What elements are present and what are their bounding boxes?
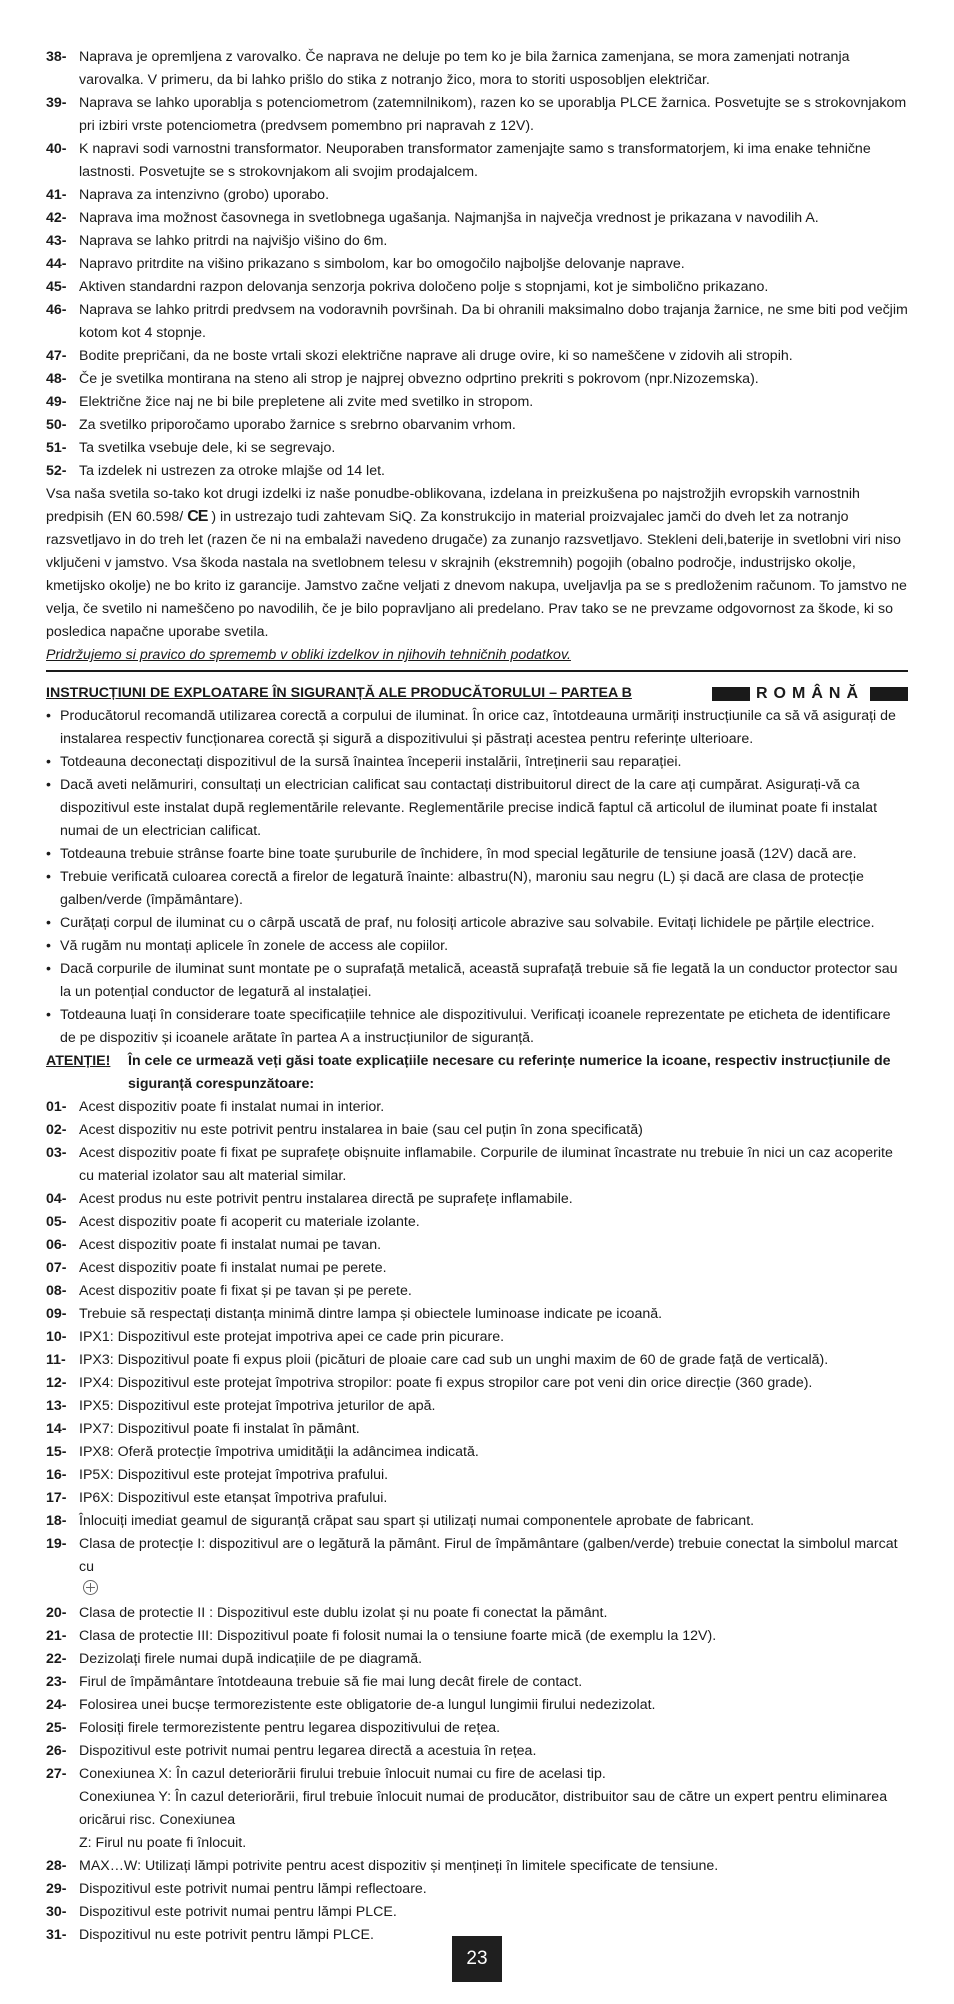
list-item — [46, 46, 908, 92]
item-text-content: Če je svetilka montirana na steno ali strop je najprej obvezno odprtino prekriti s pokrovom (npr.Nizozemska). — [79, 371, 759, 387]
attention-label: ATENȚIE! — [46, 1053, 111, 1069]
item-number: 30- — [46, 1904, 67, 1920]
item-text-content: Naprava se lahko pritrdi na najvišjo višino do 6m. — [79, 233, 388, 249]
earth-ground-icon — [83, 1580, 98, 1595]
item-number: 27- — [46, 1766, 67, 1782]
item-text — [79, 1694, 908, 1717]
item-text — [79, 1671, 908, 1694]
item-number: 07- — [46, 1260, 67, 1276]
item-number: 26- — [46, 1743, 67, 1759]
item-text — [79, 1395, 908, 1418]
item-text — [79, 1487, 908, 1510]
list-item — [46, 1648, 908, 1671]
list-item — [46, 391, 908, 414]
item-number: 03- — [46, 1145, 67, 1161]
romanian-numbered-list — [46, 1096, 908, 1786]
item-text — [79, 1257, 908, 1280]
item-number: 44- — [46, 256, 67, 272]
item-text-content: Za svetilko priporočamo uporabo žarnice s srebrno obarvanim vrhom. — [79, 417, 516, 433]
list-item — [46, 1326, 908, 1349]
item-number: 50- — [46, 417, 67, 433]
item-text-content: Clasa de protecție I: dispozitivul are o legătură la pământ. Firul de împământare (galben/verde) trebuie conectat la simbolul marcat cu — [79, 1536, 898, 1575]
language-bar-left — [712, 687, 750, 701]
item-text-content: Clasa de protectie II : Dispozitivul este dublu izolat și nu poate fi conectat la pământ. — [79, 1605, 608, 1621]
list-item — [46, 1096, 908, 1119]
list-item — [46, 1533, 908, 1602]
list-item — [46, 1694, 908, 1717]
warranty-text-part-2: ) in ustrezajo tudi zahtevam SiQ. Za konstrukcijo in material proizvajalec jamči do dveh let za notranjo razsvetljavo in do treh let (razen če ni na embalaži navedeno drugače) za zunanjo razsvetljavo. Stekleni deli,baterije in svetlobni viri niso vključeni v jamstvo. Vsa škoda nastala na svetlobnem telesu v skrajnih (ekstremnih) pogojih (obalno področje, industrijsko okolje, kmetijsko okolje) ne bo krito iz garancije. Jamstvo začne veljati z dnevom nakupa, uveljavlja pa se s predloženim računom. To jamstvo ne velja, če svetilo ni nameščeno po navodilih, če je bilo popravljano ali predelano. Prav tako se ne prevzame odgovornost za škode, ki so posledica napačne uporabe svetila. — [46, 509, 907, 640]
item-text — [79, 207, 908, 230]
item-text-content: Acest dispozitiv poate fi instalat numai in interior. — [79, 1099, 385, 1115]
item-number: 42- — [46, 210, 67, 226]
item-text-content: Folosiți firele termorezistente pentru legarea dispozitivului de rețea. — [79, 1720, 501, 1736]
item-number: 15- — [46, 1444, 67, 1460]
item-number: 11- — [46, 1352, 66, 1368]
language-label — [712, 682, 908, 705]
item-text — [79, 1119, 908, 1142]
bullet-text: Totdeauna deconectați dispozitivul de la sursă înaintea începerii instalării, întreținerii sau reparației. — [60, 754, 682, 770]
bullet-text: Trebuie verificată culoarea corectă a firelor de legatură înainte: albastru(N), maroniu sau negru (L) și dacă are clasa de protecție galben/verde (împământare). — [60, 869, 864, 908]
item-text — [79, 414, 908, 437]
list-item — [46, 1303, 908, 1326]
item-text-content: Naprava se lahko uporablja s potenciometrom (zatemnilnikom), razen ko se uporablja PLCE žarnica. Posvetujte se s strokovnjakom pri izbiri vrste potenciometra (predvsem pomembno pri napravah z 12V). — [79, 95, 907, 134]
list-item — [46, 1188, 908, 1211]
item-text-content: Acest dispozitiv poate fi instalat numai pe tavan. — [79, 1237, 382, 1253]
item-text-content: Acest produs nu este potrivit pentru instalarea directă pe suprafețe inflamabile. — [79, 1191, 573, 1207]
attention-text: În cele ce urmează veți găsi toate explicațiile necesare cu referințe numerice la icoane, respectiv instrucțiunile de siguranță corespunzătoare: — [128, 1053, 891, 1092]
item-text-content: Ta izdelek ni ustrezen za otroke mlajše od 14 let. — [79, 463, 385, 479]
item-text-content: Naprava za intenzivno (grobo) uporabo. — [79, 187, 330, 203]
item-text-content: Acest dispozitiv poate fi fixat și pe tavan și pe perete. — [79, 1283, 412, 1299]
list-item — [46, 1717, 908, 1740]
language-bar-right — [870, 687, 908, 701]
item-number: 05- — [46, 1214, 67, 1230]
item-text-content: IPX5: Dispozitivul este protejat împotriva jeturilor de apă. — [79, 1398, 436, 1414]
bullet-text: Vă rugăm nu montați aplicele în zonele de access ale copiilor. — [60, 938, 449, 954]
item-text — [79, 1211, 908, 1234]
item-text-content: Napravo pritrdite na višino prikazano s simbolom, kar bo omogočilo najboljše delovanje naprave. — [79, 256, 685, 272]
item-text — [79, 1464, 908, 1487]
item-number: 25- — [46, 1720, 67, 1736]
rights-disclaimer: Pridržujemo si pravico do sprememb v obliki izdelkov in njihovih tehničnih podatkov. — [46, 647, 571, 663]
item-text — [79, 92, 908, 138]
item-number: 49- — [46, 394, 67, 410]
item-text — [79, 437, 908, 460]
item-text — [79, 345, 908, 368]
list-item — [46, 1671, 908, 1694]
list-item — [46, 230, 908, 253]
item-text — [79, 368, 908, 391]
list-item — [46, 1349, 908, 1372]
item-text — [79, 138, 908, 184]
bullet-text: Totdeauna trebuie strânse foarte bine toate șuruburile de închidere, în mod special legăturile de tensiune joasă (12V) dacă are. — [60, 846, 857, 862]
bullet-dot-icon: • — [46, 869, 51, 885]
list-item — [46, 1372, 908, 1395]
item-number: 17- — [46, 1490, 67, 1506]
list-item — [46, 1763, 908, 1786]
item-number: 09- — [46, 1306, 67, 1322]
item-number: 38- — [46, 49, 67, 65]
item-number: 39- — [46, 95, 67, 111]
list-item — [46, 207, 908, 230]
ce-mark-icon: CE — [187, 508, 208, 525]
item-text-content: Acest dispozitiv poate fi fixat pe suprafețe obișnuite inflamabile. Corpurile de iluminat încastrate nu trebuie în nici un caz acoperite cu material izolator sau alt material similar. — [79, 1145, 893, 1184]
item-number: 12- — [46, 1375, 67, 1391]
list-item — [46, 1119, 908, 1142]
list-item — [46, 1257, 908, 1280]
item-text — [79, 1349, 908, 1372]
item-number: 48- — [46, 371, 67, 387]
item-text — [79, 1717, 908, 1740]
item-text — [79, 1763, 908, 1786]
warranty-paragraph — [46, 483, 908, 644]
item-text-content: Acest dispozitiv poate fi acoperit cu materiale izolante. — [79, 1214, 420, 1230]
list-item — [46, 92, 908, 138]
item-number: 21- — [46, 1628, 67, 1644]
list-item — [46, 460, 908, 483]
item-text-content: IPX4: Dispozitivul este protejat împotriva stropilor: poate fi expus stropilor care pot veni din orice direcție (360 grade). — [79, 1375, 813, 1391]
list-item — [46, 437, 908, 460]
bullet-text: Producătorul recomandă utilizarea corectă a corpului de iluminat. În orice caz, întotdeauna urmăriți instrucțiunile ca să vă asigurați de instalarea respectiv funcționarea corectă și sigură a dispozitivului și păstrați acestea pentru referințe ulterioare. — [60, 708, 896, 747]
slovenian-numbered-list — [46, 46, 908, 483]
list-item — [46, 1855, 908, 1878]
list-item — [46, 1464, 908, 1487]
item-number: 19- — [46, 1536, 67, 1552]
item-number: 51- — [46, 440, 67, 456]
bullet-dot-icon: • — [46, 915, 51, 931]
item-text-content: MAX…W: Utilizați lămpi potrivite pentru acest dispozitiv și mențineți în limitele specificate de tensiune. — [79, 1858, 719, 1874]
item-text — [79, 1510, 908, 1533]
item-27-connection-z: Z: Firul nu poate fi înlocuit. — [79, 1835, 247, 1851]
item-text — [79, 1441, 908, 1464]
list-item — [46, 1395, 908, 1418]
item-number: 22- — [46, 1651, 67, 1667]
item-number: 40- — [46, 141, 67, 157]
list-item — [46, 1625, 908, 1648]
item-text — [79, 1648, 908, 1671]
item-text-content: Trebuie să respectați distanța minimă dintre lampa și obiectele luminoase indicate pe icoană. — [79, 1306, 663, 1322]
bullet-dot-icon: • — [46, 938, 51, 954]
list-item — [46, 1280, 908, 1303]
document-page — [46, 46, 908, 1947]
item-text — [79, 1878, 908, 1901]
item-text-content: K napravi sodi varnostni transformator. Neuporaben transformator zamenjajte samo s transformatorjem, ki ima enake tehnične lastnosti. Posvetujte se s strokovnjakom ali svojim prodajalcem. — [79, 141, 871, 180]
list-item — [46, 1441, 908, 1464]
item-text — [79, 1625, 908, 1648]
item-number: 20- — [46, 1605, 67, 1621]
item-text — [79, 1188, 908, 1211]
bullet-text: Dacă corpurile de iluminat sunt montate pe o suprafață metalică, această suprafață trebuie să fie legată la un conductor protector sau la un potențial conductor de legatură al instalației. — [60, 961, 898, 1000]
list-item — [46, 1487, 908, 1510]
item-number: 13- — [46, 1398, 67, 1414]
page-number: 23 — [452, 1936, 502, 1982]
item-text-content: Firul de împământare întotdeauna trebuie să fie mai lung decât firele de contact. — [79, 1674, 583, 1690]
attention-note — [46, 1050, 908, 1096]
language-name: ROMÂNĂ — [756, 685, 864, 702]
item-text — [79, 1533, 908, 1602]
romanian-section-title: INSTRUCȚIUNI DE EXPLOATARE ÎN SIGURANȚĂ ALE PRODUCĂTORULUI – PARTEA B — [46, 685, 632, 701]
item-text-content: Dezizolați firele numai după indicațiile de pe diagramă. — [79, 1651, 423, 1667]
list-item — [46, 1602, 908, 1625]
item-text — [79, 391, 908, 414]
item-text — [79, 1418, 908, 1441]
item-text-content: Ta svetilka vsebuje dele, ki se segrevajo. — [79, 440, 336, 456]
item-text — [79, 460, 908, 483]
list-item — [46, 1234, 908, 1257]
item-text-content: Električne žice naj ne bi bile prepletene ali zvite med svetilko in stropom. — [79, 394, 534, 410]
item-number: 52- — [46, 463, 67, 479]
list-item — [46, 414, 908, 437]
item-text-content: Conexiunea X: În cazul deteriorării firului trebuie înlocuit numai cu fire de acelasi tip. — [79, 1766, 606, 1782]
item-number: 28- — [46, 1858, 67, 1874]
item-number: 01- — [46, 1099, 67, 1115]
list-item — [46, 1878, 908, 1901]
item-text — [79, 46, 908, 92]
item-text-content: Naprava se lahko pritrdi predvsem na vodoravnih površinah. Da bi ohranili maksimalno dobo trajanja žarnice, ne sme biti pod večjim kotom kot 4 stopnje. — [79, 302, 908, 341]
item-text — [79, 1303, 908, 1326]
item-text-content: IPX7: Dispozitivul poate fi instalat în pământ. — [79, 1421, 360, 1437]
list-item — [46, 1418, 908, 1441]
list-item — [46, 253, 908, 276]
bullet-item — [46, 1004, 908, 1050]
romanian-numbered-list-tail — [46, 1855, 908, 1947]
list-item — [46, 368, 908, 391]
section-divider — [46, 670, 908, 672]
item-text-content: Naprava ima možnost časovnega in svetlobnega ugašanja. Najmanjša in največja vrednost je prikazana v navodilih A. — [79, 210, 819, 226]
item-text — [79, 253, 908, 276]
item-number: 45- — [46, 279, 67, 295]
item-text — [79, 1280, 908, 1303]
bullet-item — [46, 912, 908, 935]
list-item — [46, 1211, 908, 1234]
item-text-content: Dispozitivul nu este potrivit pentru lămpi PLCE. — [79, 1927, 374, 1943]
bullet-dot-icon: • — [46, 754, 51, 770]
bullet-dot-icon: • — [46, 708, 51, 724]
bullet-item — [46, 843, 908, 866]
bullet-item — [46, 751, 908, 774]
list-item — [46, 276, 908, 299]
item-number: 04- — [46, 1191, 67, 1207]
item-text-content: Dispozitivul este potrivit numai pentru legarea directă a acestuia în rețea. — [79, 1743, 537, 1759]
item-text-content: Naprava je opremljena z varovalko. Če naprava ne deluje po tem ko je bila žarnica zamenjana, se mora zamenjati notranja varovalka. V primeru, da bi lahko prišlo do stika z notranjo žico, mora to storiti usposobljen električar. — [79, 49, 850, 88]
item-text — [79, 1234, 908, 1257]
bullet-item — [46, 705, 908, 751]
item-text — [79, 1326, 908, 1349]
list-item — [46, 1740, 908, 1763]
item-text-content: IPX1: Dispozitivul este protejat impotriva apei ce cade prin picurare. — [79, 1329, 505, 1345]
item-text — [79, 1142, 908, 1188]
item-number: 24- — [46, 1697, 67, 1713]
item-text-content: Acest dispozitiv nu este potrivit pentru instalarea in baie (sau cel puțin în zona specificată) — [79, 1122, 643, 1138]
romanian-section-header — [46, 682, 908, 705]
item-text-content: Clasa de protectie III: Dispozitivul poate fi folosit numai la o tensiune foarte mică (de exemplu la 12V). — [79, 1628, 717, 1644]
list-item — [46, 345, 908, 368]
warranty-text-part-1: Vsa naša svetila so-tako kot drugi izdelki iz naše ponudbe-oblikovana, izdelana in preizkušena po najstrožjih evropskih varnostnih predpisih (EN 60.598/ — [46, 486, 860, 525]
item-text — [79, 1372, 908, 1395]
bullet-dot-icon: • — [46, 777, 51, 793]
item-number: 02- — [46, 1122, 67, 1138]
bullet-text: Totdeauna luați în considerare toate specificațiile tehnice ale dispozitivului. Verificați icoanele reprezentate pe eticheta de identificare de pe dispozitiv și icoanele arătate în partea A a instrucțiunilor de siguranță. — [60, 1007, 891, 1046]
item-text-content: Acest dispozitiv poate fi instalat numai pe perete. — [79, 1260, 387, 1276]
item-text — [79, 230, 908, 253]
item-text-content: Bodite prepričani, da ne boste vrtali skozi električne naprave ali druge ovire, ki so nameščene v zidovih ali stropih. — [79, 348, 793, 364]
list-item — [46, 1510, 908, 1533]
item-text — [79, 1740, 908, 1763]
item-number: 14- — [46, 1421, 67, 1437]
bullet-item — [46, 774, 908, 843]
list-item — [46, 299, 908, 345]
item-text-content: IPX8: Oferă protecție împotriva umidității la adâncimea indicată. — [79, 1444, 479, 1460]
item-text — [79, 1855, 908, 1878]
item-number: 43- — [46, 233, 67, 249]
item-number: 18- — [46, 1513, 67, 1529]
item-number: 41- — [46, 187, 67, 203]
item-number: 06- — [46, 1237, 67, 1253]
bullet-item — [46, 935, 908, 958]
item-number: 16- — [46, 1467, 67, 1483]
list-item — [46, 184, 908, 207]
bullet-dot-icon: • — [46, 846, 51, 862]
bullet-dot-icon: • — [46, 1007, 51, 1023]
list-item — [46, 138, 908, 184]
item-number: 29- — [46, 1881, 67, 1897]
item-text-content: Folosirea unei bucșe termorezistente este obligatorie de-a lungul lungimii firului nedezizolat. — [79, 1697, 656, 1713]
item-text-content: IP5X: Dispozitivul este protejat împotriva prafului. — [79, 1467, 389, 1483]
item-text-content: Înlocuiți imediat geamul de siguranță crăpat sau spart și utilizați numai componentele aprobate de fabricant. — [79, 1513, 755, 1529]
romanian-bullet-list — [46, 705, 908, 1050]
item-text — [79, 299, 908, 345]
item-text-content: IP6X: Dispozitivul este etanșat împotriva prafului. — [79, 1490, 388, 1506]
list-item — [46, 1901, 908, 1924]
item-number: 23- — [46, 1674, 67, 1690]
bullet-dot-icon: • — [46, 961, 51, 977]
item-number: 10- — [46, 1329, 67, 1345]
item-text — [79, 1901, 908, 1924]
bullet-text: Curățați corpul de iluminat cu o cârpă uscată de praf, nu folosiți articole abrazive sau solvabile. Evitați lichidele pe părțile electrice. — [60, 915, 875, 931]
item-number: 31- — [46, 1927, 67, 1943]
item-27-connection-y: Conexiunea Y: În cazul deteriorării, firul trebuie înlocuit numai de producător, distribuitor sau de către un expert pentru eliminarea oricărui risc. Conexiunea — [79, 1789, 888, 1828]
bullet-item — [46, 866, 908, 912]
item-text — [79, 276, 908, 299]
item-text-content: Aktiven standardni razpon delovanja senzorja pokriva določeno polje s stopnjami, kot je simbolično prikazano. — [79, 279, 769, 295]
list-item — [46, 1142, 908, 1188]
item-number: 46- — [46, 302, 67, 318]
bullet-item — [46, 958, 908, 1004]
item-text-content: IPX3: Dispozitivul poate fi expus ploii (picături de ploaie care cad sub un unghi maxim de 60 de grade față de verticală). — [79, 1352, 829, 1368]
item-text — [79, 1602, 908, 1625]
item-number: 08- — [46, 1283, 67, 1299]
item-number: 47- — [46, 348, 67, 364]
bullet-text: Dacă aveti nelămuriri, consultați un electrician calificat sau contactați distribuitorul direct de la care ați cumpărat. Asigurați-vă ca dispozitivul este instalat după reglementările relevante. Reglementările precise indică faptul că articolul de iluminat poate fi instalat numai de un electrician calificat. — [60, 777, 878, 839]
item-text-content: Dispozitivul este potrivit numai pentru lămpi reflectoare. — [79, 1881, 427, 1897]
item-text — [79, 1096, 908, 1119]
item-text — [79, 184, 908, 207]
item-text-content: Dispozitivul este potrivit numai pentru lămpi PLCE. — [79, 1904, 397, 1920]
